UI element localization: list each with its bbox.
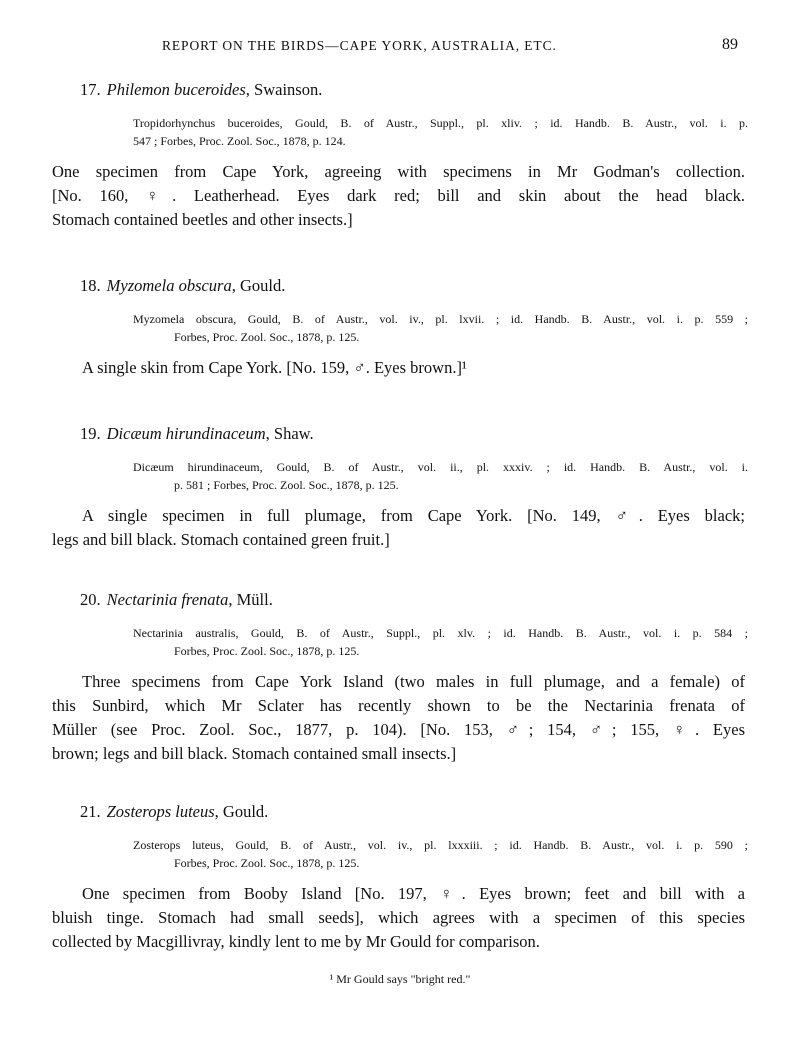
entry-number: 21. <box>80 802 101 821</box>
entry-body <box>52 670 745 766</box>
body-line: Müller (see Proc. Zool. Soc., 1877, p. 104). [No. 153, ♂; 154, ♂; 155, ♀. Eyes <box>52 720 745 739</box>
species-name: Dicæum hirundinaceum <box>106 424 266 443</box>
synonymy-line: Dicæum hirundinaceum, Gould, B. of Austr., vol. ii., pl. xxxiv. ; id. Handb. B. Austr., vol. i. <box>133 460 748 474</box>
running-header <box>0 38 800 58</box>
species-authority: , Gould. <box>214 802 269 821</box>
synonymy-line: Zosterops luteus, Gould, B. of Austr., vol. iv., pl. lxxxiii. ; id. Handb. B. Austr., vol. i. p. 590 ; <box>133 838 748 852</box>
species-authority: , Gould. <box>231 276 286 295</box>
species-authority: , Müll. <box>228 590 273 609</box>
page-number: 89 <box>722 36 738 53</box>
entry-body <box>52 160 745 232</box>
body-line: this Sunbird, which Mr Sclater has recently shown to be the Nectarinia frenata of <box>52 696 745 715</box>
entry-body <box>52 504 745 552</box>
species-name: Nectarinia frenata <box>106 590 229 609</box>
entry-number: 20. <box>80 590 101 609</box>
species-name: Zosterops luteus <box>106 802 215 821</box>
synonymy-line: 547 ; Forbes, Proc. Zool. Soc., 1878, p. 124. <box>133 134 346 148</box>
synonymy-line: Forbes, Proc. Zool. Soc., 1878, p. 125. <box>174 856 360 870</box>
entry-number: 18. <box>80 276 101 295</box>
entry-title <box>80 80 322 100</box>
body-line: collected by Macgillivray, kindly lent to me by Mr Gould for comparison. <box>52 932 540 951</box>
body-line: bluish tinge. Stomach had small seeds], which agrees with a specimen of this species <box>52 908 745 927</box>
entry-number: 19. <box>80 424 101 443</box>
species-name: Philemon buceroides <box>106 80 246 99</box>
entry-title <box>80 590 273 610</box>
footnote: ¹ Mr Gould says "bright red." <box>329 972 471 986</box>
species-name: Myzomela obscura <box>106 276 232 295</box>
synonymy-line: Forbes, Proc. Zool. Soc., 1878, p. 125. <box>174 644 360 658</box>
synonymy-line: Tropidorhynchus buceroides, Gould, B. of Austr., Suppl., pl. xliv. ; id. Handb. B. Austr., vol. i. p. <box>133 116 748 130</box>
body-line: A single skin from Cape York. [No. 159, ♂. Eyes brown.]¹ <box>82 358 467 377</box>
synonymy-line: Myzomela obscura, Gould, B. of Austr., vol. iv., pl. lxvii. ; id. Handb. B. Austr., vol. i. p. 559 ; <box>133 312 748 326</box>
entry-title <box>80 276 285 296</box>
body-line: One specimen from Cape York, agreeing with specimens in Mr Godman's collection. <box>52 162 745 181</box>
entry-title <box>80 802 268 822</box>
entry-title <box>80 424 314 444</box>
body-line: [No. 160, ♀. Leatherhead. Eyes dark red; bill and skin about the head black. <box>52 186 745 205</box>
running-head-title: REPORT ON THE BIRDS—CAPE YORK, AUSTRALIA, ETC. <box>162 38 557 53</box>
entry-body <box>82 356 602 380</box>
body-line: brown; legs and bill black. Stomach contained small insects.] <box>52 744 457 763</box>
species-authority: , Swainson. <box>245 80 323 99</box>
body-line: Three specimens from Cape York Island (two males in full plumage, and a female) of <box>82 672 745 691</box>
body-line: A single specimen in full plumage, from Cape York. [No. 149, ♂. Eyes black; <box>82 506 745 525</box>
body-line: Stomach contained beetles and other insects.] <box>52 210 353 229</box>
entry-body <box>52 882 745 954</box>
body-line: legs and bill black. Stomach contained green fruit.] <box>52 530 390 549</box>
entry-number: 17. <box>80 80 101 99</box>
synonymy-line: Nectarinia australis, Gould, B. of Austr., Suppl., pl. xlv. ; id. Handb. B. Austr., vol. i. p. 584 ; <box>133 626 748 640</box>
species-authority: , Shaw. <box>265 424 314 443</box>
synonymy-line: Forbes, Proc. Zool. Soc., 1878, p. 125. <box>174 330 360 344</box>
body-line: One specimen from Booby Island [No. 197, ♀. Eyes brown; feet and bill with a <box>82 884 745 903</box>
synonymy-line: p. 581 ; Forbes, Proc. Zool. Soc., 1878, p. 125. <box>174 478 399 492</box>
